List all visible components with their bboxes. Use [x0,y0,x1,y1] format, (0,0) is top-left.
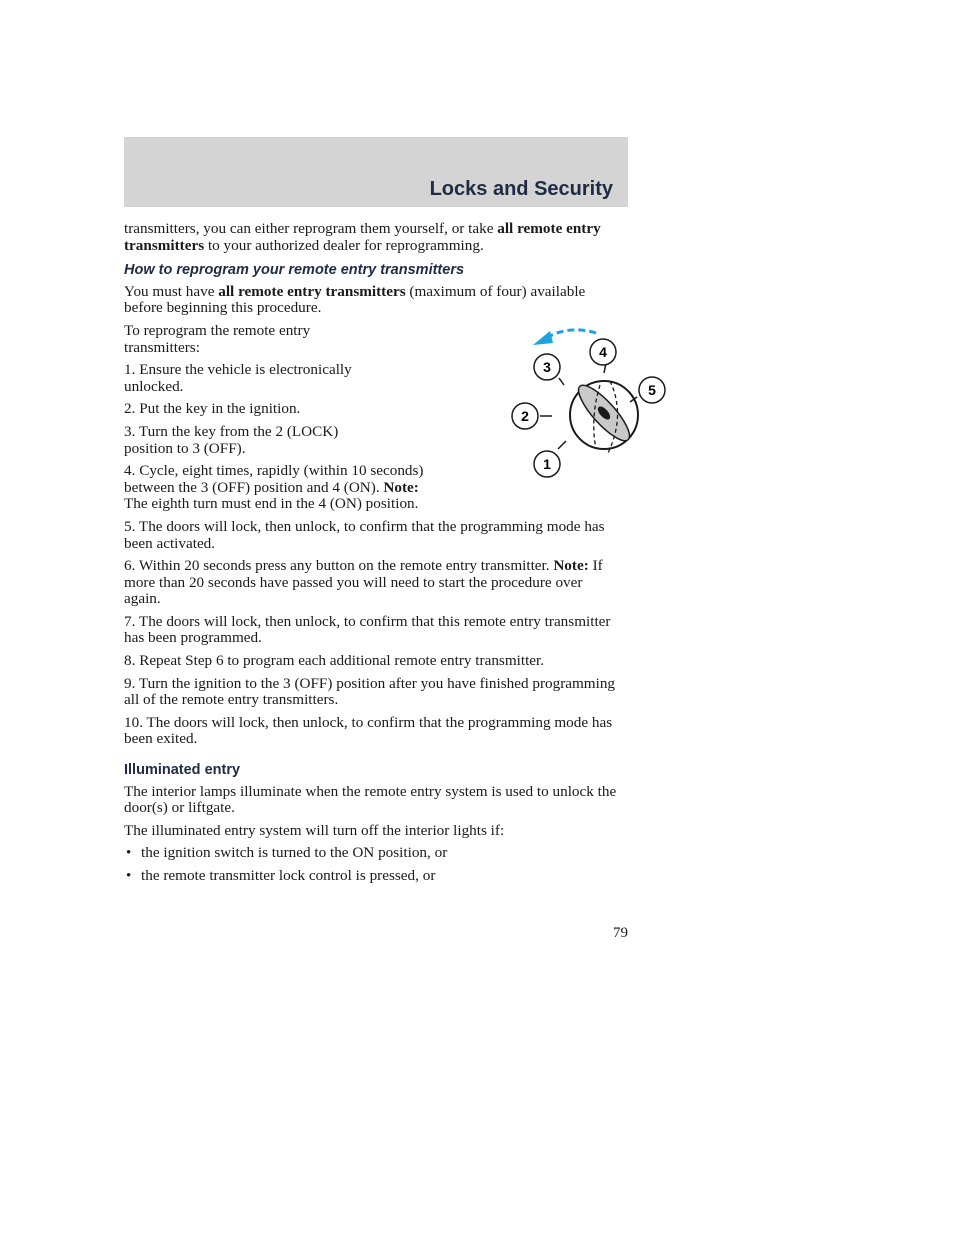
bullet-icon: • [126,844,132,862]
requirement-bold: all remote entry transmitters [218,282,406,300]
section-title: Locks and Security [429,178,613,200]
ignition-diagram [430,323,656,493]
svg-text:4: 4 [599,343,607,360]
tick-1 [558,441,566,449]
page-content [124,220,656,891]
requirement-text-2: (maximum of four) available before beginning this procedure. [124,282,586,317]
illuminated-paragraph-2: The illuminated entry system will turn off the interior lights if: [124,821,505,839]
intro-paragraph [124,221,618,254]
step-7: 7. The doors will lock, then unlock, to confirm that this remote entry transmitter has been programmed. [124,612,611,647]
step-9: 9. Turn the ignition to the 3 (OFF) position after you have finished programming all of the remote entry transmitters. [124,674,616,709]
step-4-note-label: Note: [383,478,419,496]
reprogram-heading: How to reprogram your remote entry transmitters [124,262,465,279]
step-6 [124,558,618,608]
ignition-switch-figure [430,323,656,493]
section-header-band [124,137,628,207]
illuminated-bullet-list [124,845,618,884]
intro-text-2: to your authorized dealer for reprogramming. [204,236,484,254]
position-label-1 [534,451,560,477]
step-2: 2. Put the key in the ignition. [124,400,301,418]
step-10: 10. The doors will lock, then unlock, to confirm that the programming mode has been exited. [124,713,613,748]
step-6-text-1: 6. Within 20 seconds press any button on the remote entry transmitter. [124,557,554,575]
bullet-text-1: the ignition switch is turned to the ON position, or [141,844,448,862]
illuminated-entry-heading: Illuminated entry [124,762,241,779]
step-3: 3. Turn the key from the 2 (LOCK) position to 3 (OFF). [124,422,339,457]
step-6-note-label: Note: [553,557,589,575]
position-label-4 [590,339,616,365]
svg-text:3: 3 [543,358,551,375]
position-label-5 [639,377,665,403]
svg-text:5: 5 [648,381,656,398]
rotation-arrow-path [548,330,596,337]
step-6-text-2: If more than 20 seconds have passed you will need to start the procedure over again. [124,557,603,608]
position-label-3 [534,354,560,380]
tick-3 [559,378,564,385]
bullet-icon: • [126,867,132,884]
list-item [124,845,618,862]
intro-bold: all remote entry transmitters [124,220,601,254]
list-item [124,868,618,885]
step-1: 1. Ensure the vehicle is electronically unlocked. [124,361,352,395]
procedure-lead: To reprogram the remote entry transmitters: [124,321,311,356]
illuminated-paragraph-1: The interior lamps illuminate when the remote entry system is used to unlock the door(s) or liftgate. [124,782,617,817]
page-number: 79 [613,925,628,941]
step-4-text-2: The eighth turn must end in the 4 (ON) position. [124,495,419,513]
step-5: 5. The doors will lock, then unlock, to confirm that the programming mode has been activated. [124,517,605,552]
svg-text:1: 1 [543,455,551,472]
intro-text-1: transmitters, you can either reprogram them yourself, or take [124,220,498,237]
step-8: 8. Repeat Step 6 to program each additional remote entry transmitter. [124,652,545,670]
bullet-text-2: the remote transmitter lock control is pressed, or [141,867,436,884]
position-label-2 [512,403,538,429]
rotation-arrow-head [533,331,553,345]
requirement-text-1: You must have [124,282,219,300]
svg-text:2: 2 [521,407,529,424]
requirement-paragraph [124,284,618,317]
step-4-text-1: 4. Cycle, eight times, rapidly (within 10 seconds) between the 3 (OFF) position and 4 (ON). [124,462,424,496]
